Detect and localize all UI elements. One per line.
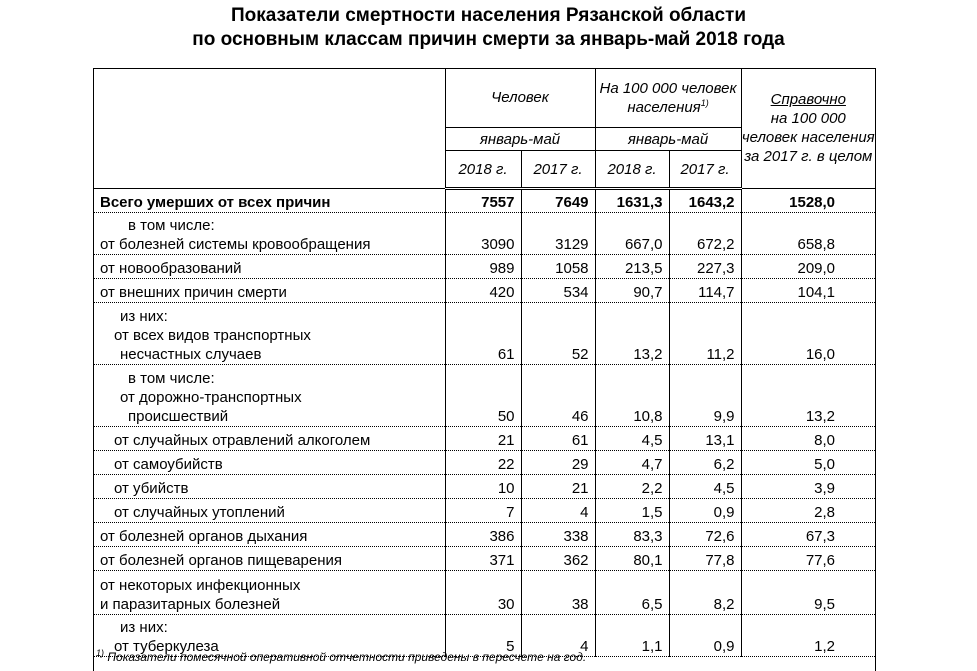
row-label — [93, 571, 445, 615]
header-year-2017-persons: 2017 г. — [521, 151, 595, 189]
cell-rate-2017: 4,5 — [669, 475, 741, 499]
cell-rate-2017-year: 13,2 — [741, 365, 875, 427]
table-row — [93, 189, 875, 213]
title-line-2: по основным классам причин смерти за январь-май 2018 года — [192, 29, 785, 50]
cell-rate-2017-year: 16,0 — [741, 303, 875, 365]
header-persons: Человек — [445, 68, 595, 128]
page-title — [0, 4, 977, 52]
header-empty-cell — [93, 68, 445, 189]
row-label-line-2: происшествий — [128, 408, 229, 425]
cell-deaths-2017: 338 — [521, 523, 595, 547]
row-prefix: из них: — [120, 308, 168, 325]
cell-rate-2017: 9,9 — [669, 365, 741, 427]
row-label-text: от случайных утоплений — [114, 504, 285, 521]
cell-rate-2018: 80,1 — [595, 547, 669, 571]
cell-rate-2018: 90,7 — [595, 279, 669, 303]
cell-rate-2017-year: 8,0 — [741, 427, 875, 451]
row-label: от болезней органов дыхания — [93, 523, 445, 547]
cell-rate-2017-year: 2,8 — [741, 499, 875, 523]
row-label: от внешних причин смерти — [93, 279, 445, 303]
row-label — [93, 427, 445, 451]
cell-rate-2018: 213,5 — [595, 255, 669, 279]
header-reference-title: Справочно — [770, 91, 846, 108]
table-row — [93, 547, 875, 571]
header-year-2018-persons: 2018 г. — [445, 151, 521, 189]
row-label-line-1: от некоторых инфекционных — [100, 577, 301, 594]
cell-deaths-2018: 21 — [445, 427, 521, 451]
cell-deaths-2018: 5 — [445, 615, 521, 657]
cell-deaths-2018: 386 — [445, 523, 521, 547]
cell-rate-2018: 1,5 — [595, 499, 669, 523]
cell-rate-2018: 13,2 — [595, 303, 669, 365]
row-label-line-1: от всех видов транспортных — [114, 327, 311, 344]
header-reference-text: на 100 000 человек населения за 2017 г. в целом — [741, 110, 875, 165]
cell-rate-2017: 11,2 — [669, 303, 741, 365]
cell-rate-2017: 0,9 — [669, 615, 741, 657]
row-label: Всего умерших от всех причин — [93, 189, 445, 213]
row-label — [93, 365, 445, 427]
row-label-text: от туберкулеза — [114, 638, 219, 655]
cell-deaths-2018: 3090 — [445, 213, 521, 255]
cell-rate-2017-year: 77,6 — [741, 547, 875, 571]
cell-rate-2017: 1643,2 — [669, 189, 741, 213]
row-label: от болезней органов пищеварения — [93, 547, 445, 571]
cell-rate-2017: 672,2 — [669, 213, 741, 255]
table-row — [93, 499, 875, 523]
cell-rate-2017-year: 658,8 — [741, 213, 875, 255]
cell-deaths-2017: 3129 — [521, 213, 595, 255]
cell-rate-2017-year: 9,5 — [741, 571, 875, 615]
mortality-table — [93, 68, 875, 657]
row-label-line-2: и паразитарных болезней — [100, 596, 281, 613]
header-per100k — [595, 68, 741, 128]
cell-rate-2017: 0,9 — [669, 499, 741, 523]
row-prefix: в том числе: — [128, 217, 215, 234]
cell-rate-2017-year: 67,3 — [741, 523, 875, 547]
table-row — [93, 475, 875, 499]
row-label-text: от случайных отравлений алкоголем — [114, 432, 371, 449]
cell-deaths-2018: 989 — [445, 255, 521, 279]
table-row — [93, 571, 875, 615]
cell-deaths-2017: 21 — [521, 475, 595, 499]
cell-rate-2017: 13,1 — [669, 427, 741, 451]
cell-deaths-2018: 7 — [445, 499, 521, 523]
cell-deaths-2017: 362 — [521, 547, 595, 571]
table-row — [93, 451, 875, 475]
cell-rate-2017: 6,2 — [669, 451, 741, 475]
cell-rate-2018: 4,7 — [595, 451, 669, 475]
cell-rate-2017: 8,2 — [669, 571, 741, 615]
row-label-text: от болезней системы кровообращения — [100, 236, 371, 253]
cell-deaths-2017: 1058 — [521, 255, 595, 279]
table-row — [93, 365, 875, 427]
cell-deaths-2017: 4 — [521, 499, 595, 523]
title-line-1: Показатели смертности населения Рязанской области — [230, 5, 747, 26]
footnote — [96, 650, 586, 664]
row-prefix: из них: — [120, 619, 168, 636]
row-label-text: от убийств — [114, 480, 189, 497]
cell-deaths-2018: 61 — [445, 303, 521, 365]
row-label-line-1: от дорожно-транспортных — [120, 389, 302, 406]
cell-rate-2017-year: 5,0 — [741, 451, 875, 475]
table-row — [93, 213, 875, 255]
row-label — [93, 451, 445, 475]
row-label — [93, 213, 445, 255]
header-year-2017-per100k: 2017 г. — [669, 151, 741, 189]
table-row — [93, 523, 875, 547]
table-row — [93, 303, 875, 365]
table-row — [93, 255, 875, 279]
cell-deaths-2017: 534 — [521, 279, 595, 303]
cell-rate-2017-year: 104,1 — [741, 279, 875, 303]
cell-rate-2017: 72,6 — [669, 523, 741, 547]
cell-rate-2017-year: 209,0 — [741, 255, 875, 279]
cell-deaths-2017: 7649 — [521, 189, 595, 213]
footnote-ref: 1) — [700, 97, 709, 108]
cell-rate-2017: 77,8 — [669, 547, 741, 571]
cell-rate-2017-year: 1528,0 — [741, 189, 875, 213]
table-row — [93, 279, 875, 303]
header-year-2018-per100k: 2018 г. — [595, 151, 669, 189]
row-label — [93, 303, 445, 365]
cell-deaths-2017: 29 — [521, 451, 595, 475]
cell-deaths-2018: 420 — [445, 279, 521, 303]
header-per100k-text: На 100 000 человек населения — [599, 79, 737, 116]
cell-deaths-2018: 30 — [445, 571, 521, 615]
cell-rate-2017: 114,7 — [669, 279, 741, 303]
cell-deaths-2018: 50 — [445, 365, 521, 427]
footnote-mark: 1) — [96, 648, 105, 658]
cell-rate-2018: 667,0 — [595, 213, 669, 255]
cell-rate-2018: 6,5 — [595, 571, 669, 615]
row-prefix: в том числе: — [128, 370, 215, 387]
cell-deaths-2018: 10 — [445, 475, 521, 499]
row-label — [93, 499, 445, 523]
cell-rate-2018: 10,8 — [595, 365, 669, 427]
cell-deaths-2018: 7557 — [445, 189, 521, 213]
header-period-persons: январь-май — [445, 128, 595, 151]
cell-rate-2018: 4,5 — [595, 427, 669, 451]
cell-rate-2017-year: 3,9 — [741, 475, 875, 499]
header-reference — [741, 68, 875, 189]
row-label-text: от самоубийств — [114, 456, 223, 473]
cell-deaths-2017: 4 — [521, 615, 595, 657]
header-period-per100k: январь-май — [595, 128, 741, 151]
cell-deaths-2017: 38 — [521, 571, 595, 615]
row-label-line-2: несчастных случаев — [120, 346, 262, 363]
cell-deaths-2018: 22 — [445, 451, 521, 475]
cell-deaths-2017: 61 — [521, 427, 595, 451]
table-row — [93, 427, 875, 451]
cell-rate-2018: 2,2 — [595, 475, 669, 499]
row-label — [93, 475, 445, 499]
cell-rate-2018: 1631,3 — [595, 189, 669, 213]
cell-rate-2017-year: 1,2 — [741, 615, 875, 657]
cell-rate-2017: 227,3 — [669, 255, 741, 279]
cell-deaths-2018: 371 — [445, 547, 521, 571]
cell-rate-2018: 83,3 — [595, 523, 669, 547]
cell-deaths-2017: 46 — [521, 365, 595, 427]
cell-deaths-2017: 52 — [521, 303, 595, 365]
cell-rate-2018: 1,1 — [595, 615, 669, 657]
row-label: от новообразований — [93, 255, 445, 279]
footnote-text: Показатели помесячной оперативной отчетности приведены в пересчете на год. — [104, 650, 587, 664]
